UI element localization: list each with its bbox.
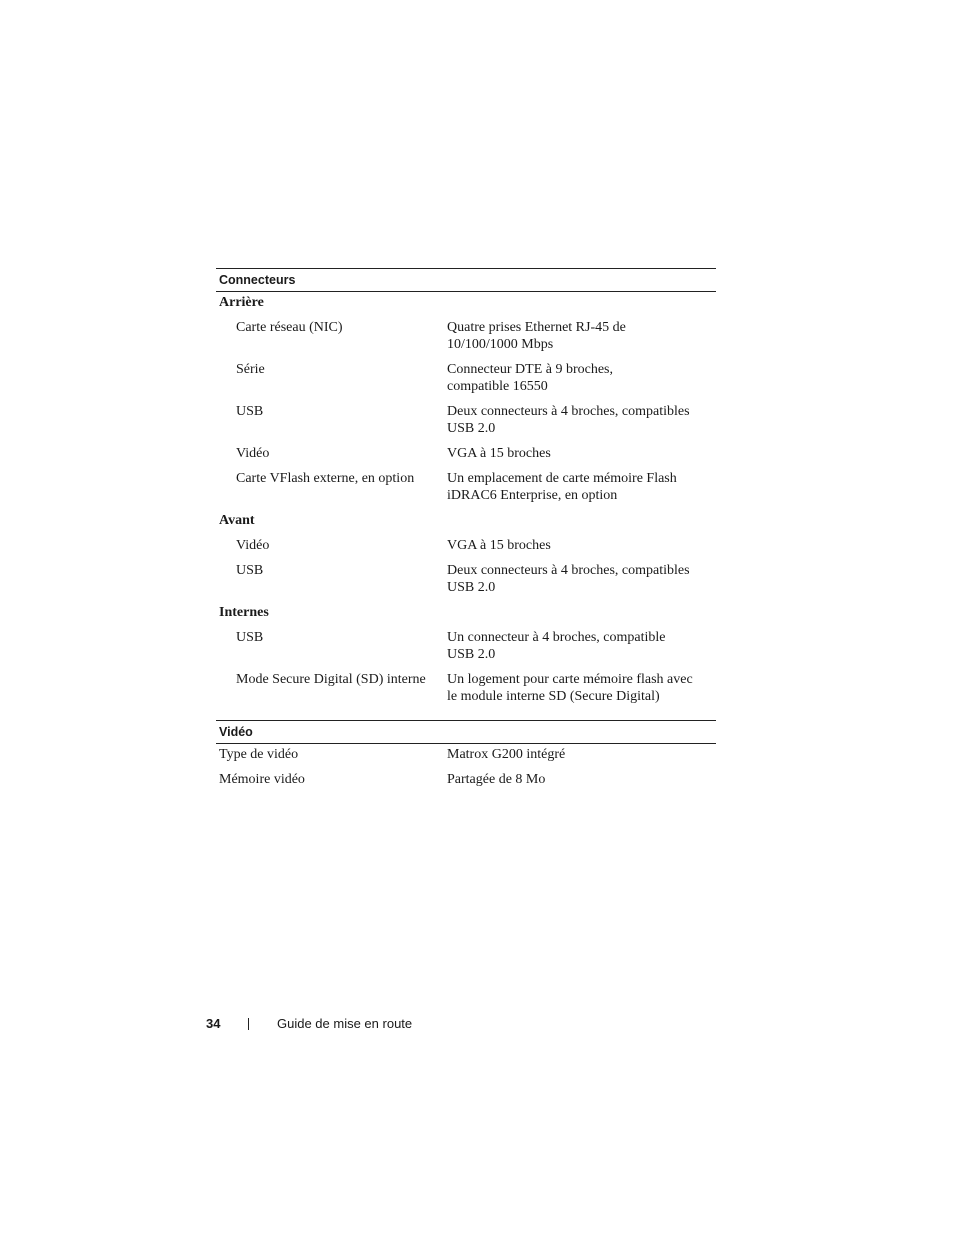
row-value: Matrox G200 intégré xyxy=(447,747,566,762)
section-header-connectors: Connecteurs xyxy=(216,268,716,292)
value-line: Un emplacement de carte mémoire Flash xyxy=(447,471,677,486)
row-label: Mémoire vidéo xyxy=(219,772,305,787)
row-label: Vidéo xyxy=(236,538,270,553)
table-row xyxy=(216,536,716,561)
page-footer xyxy=(206,1016,412,1031)
value-line: VGA à 15 broches xyxy=(447,446,551,461)
row-value xyxy=(447,403,716,437)
row-label: Carte réseau (NIC) xyxy=(236,320,343,335)
row-value xyxy=(447,537,716,554)
row-value xyxy=(447,319,716,353)
video-rows xyxy=(216,744,716,795)
row-label: Carte VFlash externe, en option xyxy=(236,471,415,486)
value-line: Un logement pour carte mémoire flash avec xyxy=(447,672,693,687)
value-line: Quatre prises Ethernet RJ-45 de xyxy=(447,320,626,335)
table-row xyxy=(216,670,716,712)
row-value xyxy=(447,361,716,395)
row-label: USB xyxy=(236,404,264,419)
section-header-video: Vidéo xyxy=(216,720,716,744)
value-line: Deux connecteurs à 4 broches, compatibles xyxy=(447,404,690,419)
spec-table xyxy=(216,268,716,795)
row-label: Type de vidéo xyxy=(219,747,299,762)
row-label: Mode Secure Digital (SD) interne xyxy=(236,672,426,687)
value-line: VGA à 15 broches xyxy=(447,538,551,553)
row-label: Vidéo xyxy=(236,446,270,461)
table-row xyxy=(216,402,716,444)
table-row xyxy=(216,469,716,511)
group-label-internal: Internes xyxy=(219,605,269,620)
footer-title: Guide de mise en route xyxy=(277,1016,413,1031)
value-line: iDRAC6 Enterprise, en option xyxy=(447,488,618,503)
table-row xyxy=(216,444,716,469)
row-value: Partagée de 8 Mo xyxy=(447,772,546,787)
table-row xyxy=(216,770,716,795)
value-line: USB 2.0 xyxy=(447,647,496,662)
row-label: USB xyxy=(236,630,264,645)
table-row xyxy=(216,561,716,603)
value-line: le module interne SD (Secure Digital) xyxy=(447,689,660,704)
group-label-rear: Arrière xyxy=(219,295,264,310)
value-line: Connecteur DTE à 9 broches, xyxy=(447,362,613,377)
table-row xyxy=(216,318,716,360)
row-label: Série xyxy=(236,362,265,377)
row-value xyxy=(447,629,716,663)
table-row xyxy=(216,360,716,402)
row-label: USB xyxy=(236,563,264,578)
connectors-rows xyxy=(216,292,716,712)
row-value xyxy=(447,671,716,705)
row-value xyxy=(447,470,716,504)
value-line: Deux connecteurs à 4 broches, compatibles xyxy=(447,563,690,578)
value-line: USB 2.0 xyxy=(447,580,496,595)
value-line: compatible 16550 xyxy=(447,379,548,394)
value-line: USB 2.0 xyxy=(447,421,496,436)
page-number: 34 xyxy=(206,1016,221,1031)
value-line: Un connecteur à 4 broches, compatible xyxy=(447,630,666,645)
row-value xyxy=(447,445,716,462)
group-label-front: Avant xyxy=(219,513,255,528)
row-value xyxy=(447,562,716,596)
footer-separator xyxy=(248,1018,249,1030)
value-line: 10/100/1000 Mbps xyxy=(447,337,554,352)
table-row xyxy=(216,628,716,670)
table-row xyxy=(216,745,716,770)
